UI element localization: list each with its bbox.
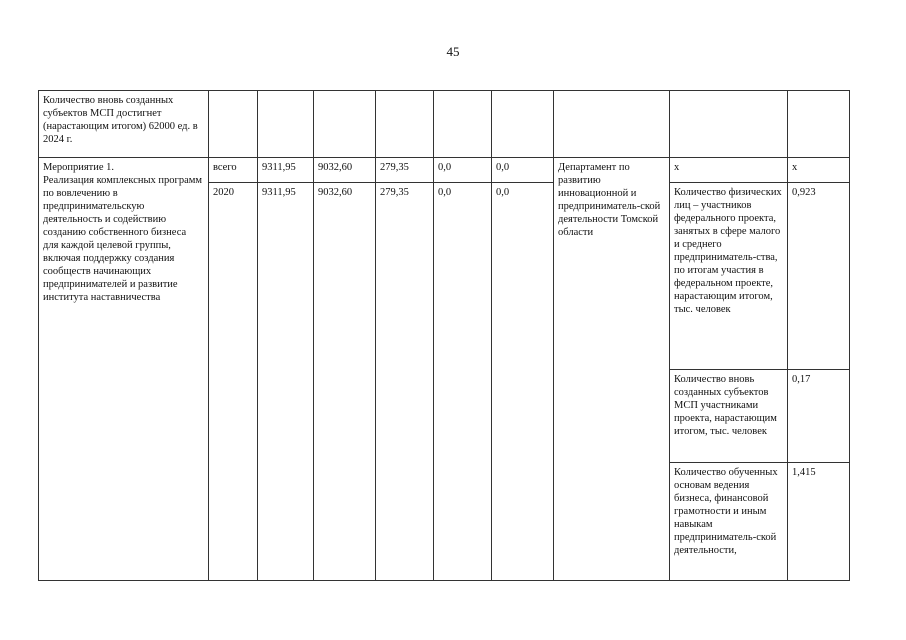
goal-row	[39, 91, 850, 158]
amount-cell: 0,0	[492, 158, 554, 183]
indicator-name-cell: Количество физических лиц – участников федерального проекта, занятых в сфере малого и среднего предприниматель-ства, по итогам участия в федеральном проекте, нарастающим итогом, тыс. человек	[670, 183, 788, 370]
period-cell: всего	[209, 158, 258, 183]
indicator-name-cell: x	[670, 158, 788, 183]
empty-cell	[376, 91, 434, 158]
indicator-name-cell: Количество вновь созданных субъектов МСП участниками проекта, нарастающим итогом, тыс. человек	[670, 370, 788, 463]
amount-cell: 279,35	[376, 183, 434, 581]
period-cell: 2020	[209, 183, 258, 581]
amount-total-cell: 9311,95	[258, 183, 314, 581]
amount-cell: 9032,60	[314, 158, 376, 183]
empty-cell	[554, 91, 670, 158]
measure-title: Мероприятие 1. Реализация комплексных программ по вовлечению в предпринимательскую деятельность и содействию созданию собственного бизнеса для каждой целевой группы, включая поддержку создания сообществ начинающих предпринимателей и развитие института наставничества	[39, 158, 209, 581]
page-number: 45	[446, 44, 460, 59]
indicator-value-cell: 1,415	[788, 463, 850, 581]
measure-row-total	[39, 158, 850, 183]
amount-cell: 0,0	[434, 158, 492, 183]
empty-cell	[788, 91, 850, 158]
amount-cell: 279,35	[376, 158, 434, 183]
amount-cell: 0,0	[434, 183, 492, 581]
indicator-value-cell: 0,17	[788, 370, 850, 463]
goal-cell: Количество вновь созданных субъектов МСП достигнет (нарастающим итогом) 62000 ед. в 2024 г.	[39, 91, 209, 158]
indicator-value-cell: 0,923	[788, 183, 850, 370]
amount-cell: 0,0	[492, 183, 554, 581]
executor-cell: Департамент по развитию инновационной и предприниматель-ской деятельности Томской области	[554, 158, 670, 581]
empty-cell	[314, 91, 376, 158]
empty-cell	[670, 91, 788, 158]
empty-cell	[209, 91, 258, 158]
amount-total-cell: 9311,95	[258, 158, 314, 183]
program-table	[38, 90, 850, 581]
empty-cell	[258, 91, 314, 158]
indicator-name-cell: Количество обученных основам ведения бизнеса, финансовой грамотности и иным навыкам предприниматель-ской деятельности,	[670, 463, 788, 581]
empty-cell	[434, 91, 492, 158]
indicator-value-cell: x	[788, 158, 850, 183]
amount-cell: 9032,60	[314, 183, 376, 581]
empty-cell	[492, 91, 554, 158]
